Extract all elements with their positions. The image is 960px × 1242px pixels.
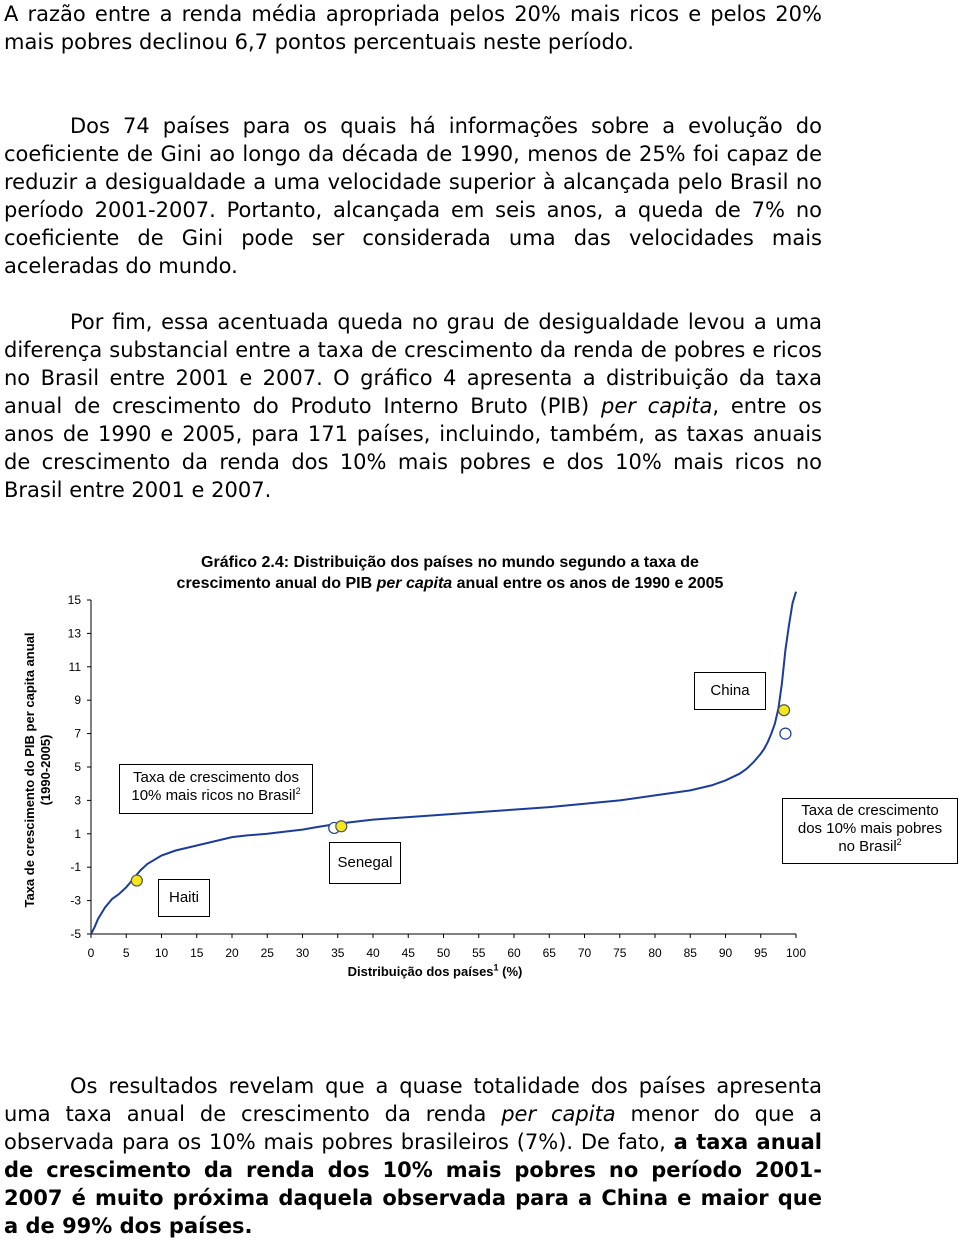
x-tick-label: 0: [87, 946, 95, 960]
y-tick-label: 5: [74, 760, 81, 774]
x-tick-label: 50: [436, 946, 451, 960]
x-tick-label: 95: [754, 946, 768, 960]
y-tick-label: -3: [70, 893, 81, 908]
x-tick-label: 45: [401, 946, 415, 960]
x-axis-label: Distribuição dos países$^1$ (%): [347, 962, 523, 979]
paragraph-3: Por fim, essa acentuada queda no grau de desigualdade levou a uma diferença substancial entre a taxa de crescimento da renda de pobres e ricos no Brasil entre 2001 e 2007. O gráfico 4 apresenta a distribuição da taxa anual de crescimento do Produto Interno Bruto (PIB) per capita, entre os anos de 1990 e 2005, para 171 países, incluindo, também, as taxas anuais de crescimento da renda dos 10% mais pobres e dos 10% mais ricos no Brasil entre 2001 e 2007.: [4, 310, 822, 502]
chart-title-line-1: Gráfico 2.4: Distribuição dos países no mundo segundo a taxa de: [201, 554, 699, 571]
x-tick-label: 100: [785, 946, 807, 960]
y-tick-label: 3: [74, 793, 81, 808]
marker-point: [779, 705, 790, 716]
x-tick-label: 85: [683, 946, 697, 960]
y-tick-label: 11: [68, 659, 81, 674]
x-tick-label: 70: [577, 946, 592, 960]
x-tick-label: 10: [154, 946, 169, 960]
x-tick-label: 65: [542, 946, 556, 960]
y-tick-label: 1: [74, 826, 81, 841]
x-tick-label: 5: [122, 946, 130, 960]
x-tick-label: 55: [472, 946, 486, 960]
x-tick-label: 35: [331, 946, 345, 960]
y-ticks: [68, 593, 91, 941]
paragraph-1: A razão entre a renda média apropriada pelos 20% mais ricos e pelos 20% mais pobres declinou 6,7 pontos percentuais neste período.: [4, 2, 822, 54]
annotation-senegal: Senegal: [329, 842, 401, 884]
y-tick-label: -5: [70, 927, 81, 941]
x-tick-label: 60: [507, 946, 521, 960]
x-tick-label: 75: [613, 946, 627, 960]
y-tick-label: 15: [67, 593, 81, 607]
annotation-china: China: [694, 672, 766, 710]
y-axis-label-line-1: Taxa de crescimento do PIB per capita anual: [22, 632, 37, 908]
y-tick-label: -1: [70, 860, 81, 875]
x-tick-label: 20: [225, 946, 239, 960]
y-tick-label: 13: [67, 626, 81, 641]
x-tick-label: 25: [260, 946, 274, 960]
annotation-haiti: Haiti: [158, 879, 210, 917]
x-tick-label: 80: [648, 946, 662, 960]
x-tick-label: 40: [366, 946, 380, 960]
annotation-ricos-brasil: Taxa de crescimento dos 10% mais ricos no Brasil$^2$: [119, 764, 313, 814]
x-ticks: [88, 934, 807, 960]
x-tick-label: 30: [295, 946, 310, 960]
y-axis-label: [22, 620, 54, 920]
annotation-pobres-brasil: Taxa de crescimento dos 10% mais pobres no Brasil$^2$: [782, 798, 958, 864]
y-tick-label: 9: [74, 693, 81, 708]
paragraph-2: Dos 74 países para os quais há informações sobre a evolução do coeficiente de Gini ao longo da década de 1990, menos de 25% foi capaz de reduzir a desigualdade a uma velocidade superior à alcançada pelo Brasil no período 2001-2007. Portanto, alcançada em seis anos, a queda de 7% no coeficiente de Gini pode ser considerada uma das velocidades mais aceleradas do mundo.: [4, 114, 822, 278]
chart-title-line-2: crescimento anual do PIB per capita anual entre os anos de 1990 e 2005: [176, 575, 724, 592]
marker-point: [131, 875, 142, 886]
marker-point: [336, 821, 347, 832]
y-axis-label-line-2: (1990-2005): [38, 734, 53, 806]
x-tick-label: 15: [190, 946, 204, 960]
marker-point: [780, 728, 791, 739]
y-tick-label: 7: [74, 726, 81, 741]
paragraph-4: Os resultados revelam que a quase totalidade dos países apresenta uma taxa anual de crescimento da renda per capita menor do que a observada para os 10% mais pobres brasileiros (7%). De fato, a taxa anual de crescimento da renda dos 10% mais pobres no período 2001-2007 é muito próxima daquela observada para a China e maior que a de 99% dos países.: [4, 1074, 822, 1238]
x-tick-label: 90: [718, 946, 733, 960]
